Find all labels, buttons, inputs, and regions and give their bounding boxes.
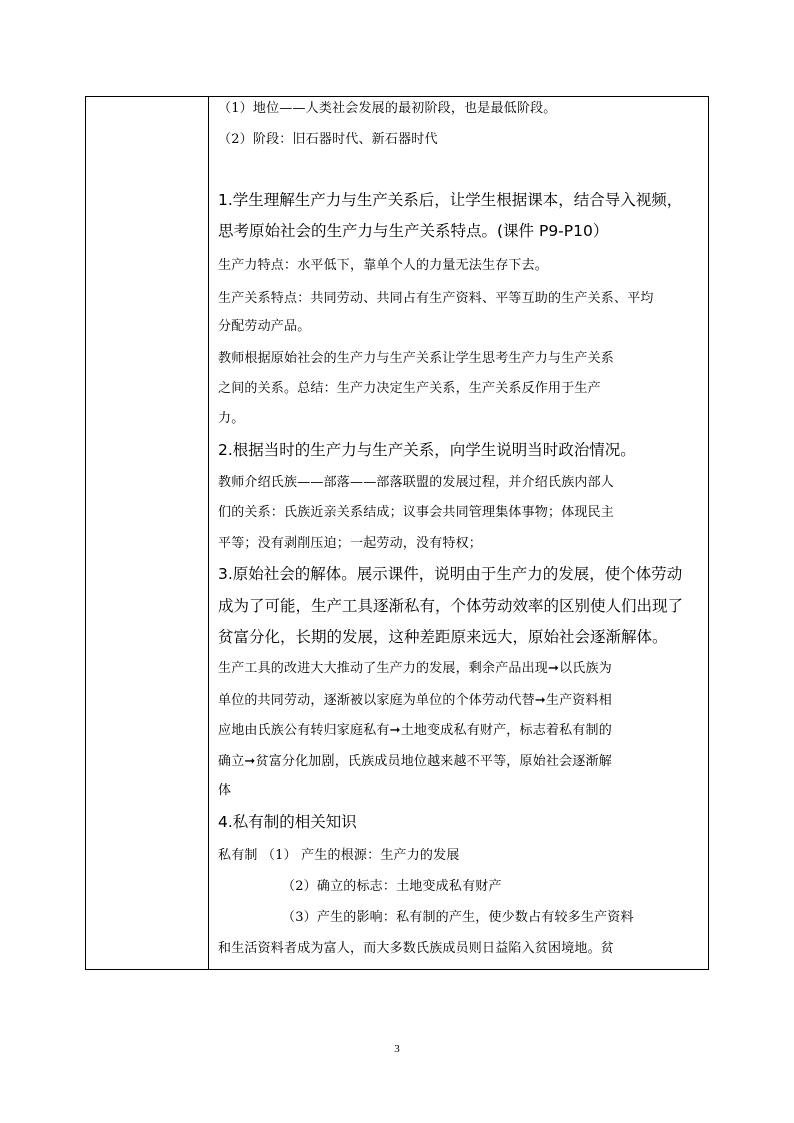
text-line: 2.根据当时的生产力与生产关系，向学生说明当时政治情况。	[218, 441, 636, 459]
text-line: 应地由氏族公有转归家庭私有➞土地变成私有财产，标志着私有制的	[218, 723, 612, 738]
text-line: 体	[218, 783, 232, 798]
left-column-cell	[86, 97, 209, 969]
text-line: 和生活资料者成为富人，而大多数氏族成员则日益陷入贫困境地。贫	[218, 941, 615, 956]
text-line: 平等；没有剥削压迫；一起劳动，没有特权；	[218, 536, 483, 551]
text-line: 生产工具的改进大大推动了生产力的发展，剩余产品出现➞以氏族为	[218, 661, 612, 676]
text-line: 生产力特点：水平低下，靠单个人的力量无法生存下去。	[218, 258, 549, 273]
text-line: （3）产生的影响：私有制的产生，使少数占有较多生产资料	[282, 910, 634, 925]
text-line: 力。	[218, 411, 245, 426]
text-line: 教师介绍氏族——部落——部落联盟的发展过程，并介绍氏族内部人	[218, 475, 615, 490]
text-line: 1.学生理解生产力与生产关系后，让学生根据课本，结合导入视频，	[218, 191, 683, 209]
text-line: 3.原始社会的解体。展示课件，说明由于生产力的发展，使个体劳动	[218, 565, 683, 583]
text-line: 确立➞贫富分化加剧，氏族成员地位越来越不平等，原始社会逐渐解	[218, 754, 612, 769]
text-line: 贫富分化，长期的发展，这种差距原来远大，原始社会逐渐解体。	[218, 628, 668, 646]
text-line: 们的关系：氏族近亲关系结成；议事会共同管理集体事物；体现民主	[218, 505, 615, 520]
text-line: （1）地位——人类社会发展的最初阶段，也是最低阶段。	[218, 101, 557, 116]
text-line: （2）确立的标志：土地变成私有财产	[282, 879, 502, 894]
text-line: （2）阶段：旧石器时代、新石器时代	[218, 132, 438, 147]
text-line: 成为了可能，生产工具逐渐私有，个体劳动效率的区别使人们出现了	[218, 597, 684, 615]
text-line: 分配劳动产品。	[218, 319, 311, 334]
text-line: 单位的共同劳动，逐渐被以家庭为单位的个体劳动代替➞生产资料相	[218, 693, 612, 708]
text-line: 之间的关系。总结：生产力决定生产关系，生产关系反作用于生产	[218, 381, 601, 396]
text-line: 教师根据原始社会的生产力与生产关系让学生思考生产力与生产关系	[218, 351, 615, 366]
text-line: 4.私有制的相关知识	[218, 813, 357, 831]
lesson-table	[85, 96, 709, 970]
content-cell	[209, 97, 708, 969]
text-line: 私有制 （1） 产生的根源：生产力的发展	[218, 848, 460, 863]
text-line: 思考原始社会的生产力与生产关系特点。(课件 P9-P10）	[218, 222, 609, 240]
page-number: 3	[394, 1043, 400, 1055]
text-line: 生产关系特点：共同劳动、共同占有生产资料、平等互助的生产关系、平均	[218, 291, 654, 306]
